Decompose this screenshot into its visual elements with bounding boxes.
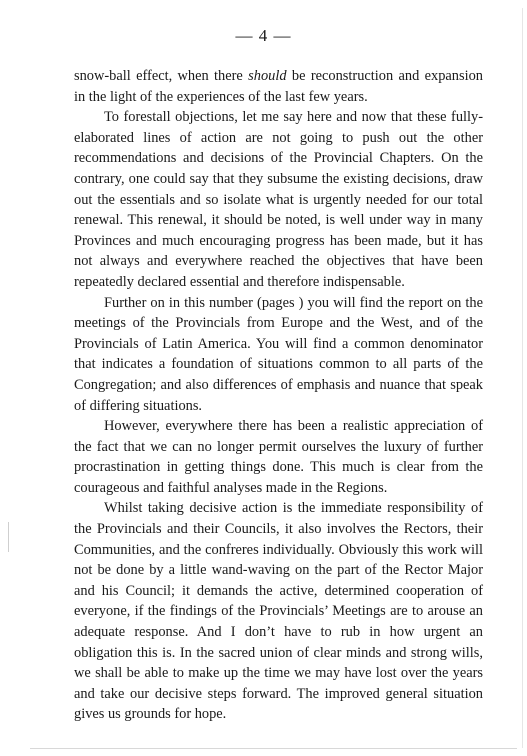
paragraph-continuation bbox=[74, 66, 483, 107]
paragraph-text: be reconstruction and expansion in the light of the experiences of the last few years. bbox=[74, 68, 483, 105]
page-bottom-edge bbox=[30, 748, 517, 749]
body-text bbox=[74, 66, 483, 725]
margin-mark bbox=[8, 522, 9, 552]
emphasized-word: should bbox=[248, 68, 287, 84]
paragraph: Further on in this number (pages ) you will find the report on the meetings of the Provincials from Europe and the West, and of the Provincials of Latin America. You will find a common denominator that indicates a foundation of situations common to all parts of the Congregation; and also differences of emphasis and nuance that speak of differing situations. bbox=[74, 294, 483, 414]
page-number: — 4 — bbox=[235, 26, 292, 45]
paragraph-text: snow-ball effect, when there bbox=[74, 68, 249, 84]
paragraph: Whilst taking decisive action is the immediate responsibility of the Provincials and their Councils, it also involves the Rectors, their Communities, and the confreres individually. Obviously this work will not be done by a little wand-waving on the part of the Rector Major and his Council; it demands the active, determined cooperation of everyone, if the findings of the Provincials’ Meetings are to arouse an adequate response. And I don’t have to rub in how urgent an obligation this is. In the sacred union of clear minds and strong wills, we shall be able to make up the time we may have lost over the years and take our decisive steps forward. The improved general situation gives us grounds for hope. bbox=[74, 500, 483, 723]
page-edge bbox=[522, 8, 523, 748]
paragraph: However, everywhere there has been a realistic appreciation of the fact that we can no longer permit ourselves the luxury of further procrastination in getting things done. This much is clear from the courageous and faithful analyses made in the Regions. bbox=[74, 418, 483, 496]
paragraph: To forestall objections, let me say here and now that these fully-elaborated lines of action are not going to push out the other recommendations and decisions of the Provincial Chapters. On the contrary, one could say that they subsume the existing decisions, draw out the essentials and so isolate what is urgently needed for our total renewal. This renewal, it should be noted, is well under way in many Provinces and much encouraging progress has been made, but it has not always and everywhere reached the objectives that have been repeatedly declared essential and therefore indispensable. bbox=[74, 109, 483, 290]
